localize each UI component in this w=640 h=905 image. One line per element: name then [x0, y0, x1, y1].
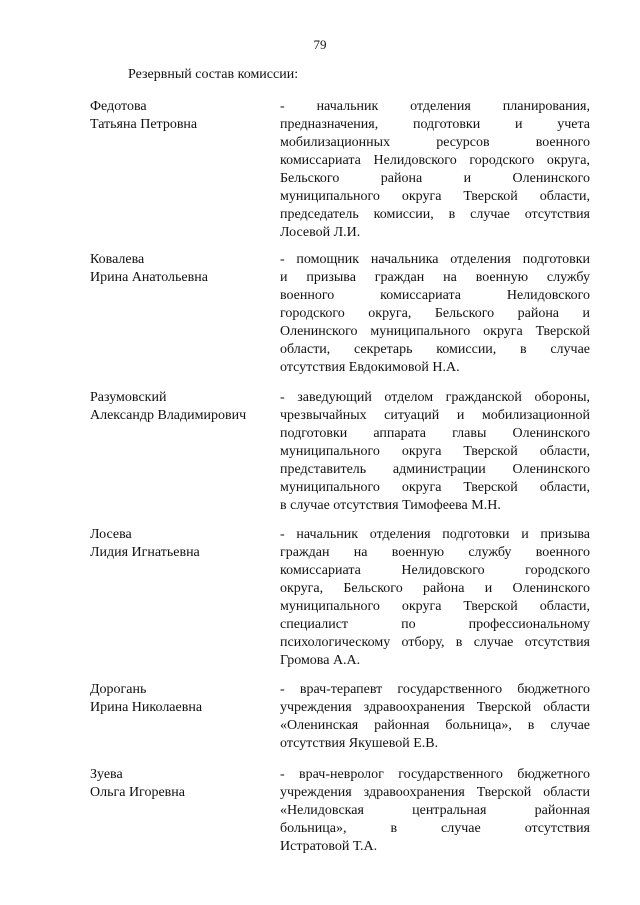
role-line: муниципального округа Тверской области,	[280, 189, 590, 204]
member-surname: Разумовский	[90, 390, 167, 405]
role-line: отсутствия Евдокимовой Н.А.	[280, 360, 460, 375]
member-name	[90, 766, 280, 802]
member-given-names: Ирина Николаевна	[90, 700, 203, 715]
section-heading: Резервный состав комиссии:	[128, 67, 299, 82]
role-line: области, секретарь комиссии, в случае	[280, 342, 590, 357]
member-role	[280, 389, 590, 515]
member-surname: Федотова	[90, 99, 147, 114]
role-line: Истратовой Т.А.	[280, 839, 378, 854]
member-name	[90, 389, 280, 425]
page-number: 79	[313, 37, 327, 52]
role-line: - помощник начальника отделения подготовки	[280, 252, 590, 267]
role-line: больница», в случае отсутствия	[280, 821, 590, 836]
role-line: в случае отсутствия Тимофеева М.Н.	[280, 498, 501, 513]
member-given-names: Ирина Анатольевна	[90, 270, 208, 285]
member-given-names: Татьяна Петровна	[90, 117, 198, 132]
role-line: учреждения здравоохранения Тверской области	[280, 785, 590, 800]
member-surname: Лосева	[90, 527, 132, 542]
role-line: - начальник отделения подготовки и призыва	[280, 527, 590, 542]
member-role	[280, 251, 590, 377]
member-role	[280, 766, 590, 856]
role-line: городского округа, Бельского района и	[280, 306, 590, 321]
member-surname: Ковалева	[90, 252, 145, 267]
member-given-names: Александр Владимирович	[90, 408, 247, 423]
role-line: отсутствия Якушевой Е.В.	[280, 736, 439, 751]
role-line: муниципального округа Тверской области,	[280, 444, 590, 459]
role-line: муниципального округа Тверской области,	[280, 480, 590, 495]
role-line: «Оленинская районная больница», в случае	[280, 718, 590, 733]
role-line: - врач-терапевт государственного бюджетного	[280, 682, 590, 697]
role-line: «Нелидовская центральная районная	[280, 803, 590, 818]
member-role	[280, 681, 590, 753]
role-line: психологическому отбору, в случае отсутствия	[280, 635, 590, 650]
role-line: комиссариата Нелидовского городского	[280, 563, 590, 578]
role-line: подготовки аппарата главы Оленинского	[280, 426, 590, 441]
role-line: представитель администрации Оленинского	[280, 462, 590, 477]
role-line: специалист по профессиональному	[280, 617, 590, 632]
role-line: Бельского района и Оленинского	[280, 171, 590, 186]
member-name	[90, 98, 280, 134]
member-given-names: Лидия Игнатьевна	[90, 545, 200, 560]
role-line: чрезвычайных ситуаций и мобилизационной	[280, 408, 590, 423]
role-line: мобилизационных ресурсов военного	[280, 135, 590, 150]
member-surname: Дорогань	[90, 682, 147, 697]
role-line: Лосевой Л.И.	[280, 225, 361, 240]
role-line: муниципального округа Тверской области,	[280, 599, 590, 614]
role-line: - начальник отделения планирования,	[280, 99, 590, 114]
member-name	[90, 526, 280, 562]
role-line: и призыва граждан на военную службу	[280, 270, 590, 285]
member-name	[90, 681, 280, 717]
role-line: Громова А.А.	[280, 653, 361, 668]
role-line: учреждения здравоохранения Тверской области	[280, 700, 590, 715]
role-line: предназначения, подготовки и учета	[280, 117, 590, 132]
role-line: председатель комиссии, в случае отсутствия	[280, 207, 590, 222]
role-line: - врач-невролог государственного бюджетного	[280, 767, 590, 782]
member-surname: Зуева	[90, 767, 123, 782]
member-given-names: Ольга Игоревна	[90, 785, 185, 800]
role-line: Оленинского муниципального округа Тверской	[280, 324, 590, 339]
member-role	[280, 526, 590, 670]
role-line: граждан на военную службу военного	[280, 545, 590, 560]
role-line: комиссариата Нелидовского городского округа,	[280, 153, 590, 168]
role-line: - заведующий отделом гражданской обороны,	[280, 390, 590, 405]
member-role	[280, 98, 590, 242]
role-line: округа, Бельского района и Оленинского	[280, 581, 590, 596]
role-line: военного комиссариата Нелидовского	[280, 288, 590, 303]
member-name	[90, 251, 280, 287]
